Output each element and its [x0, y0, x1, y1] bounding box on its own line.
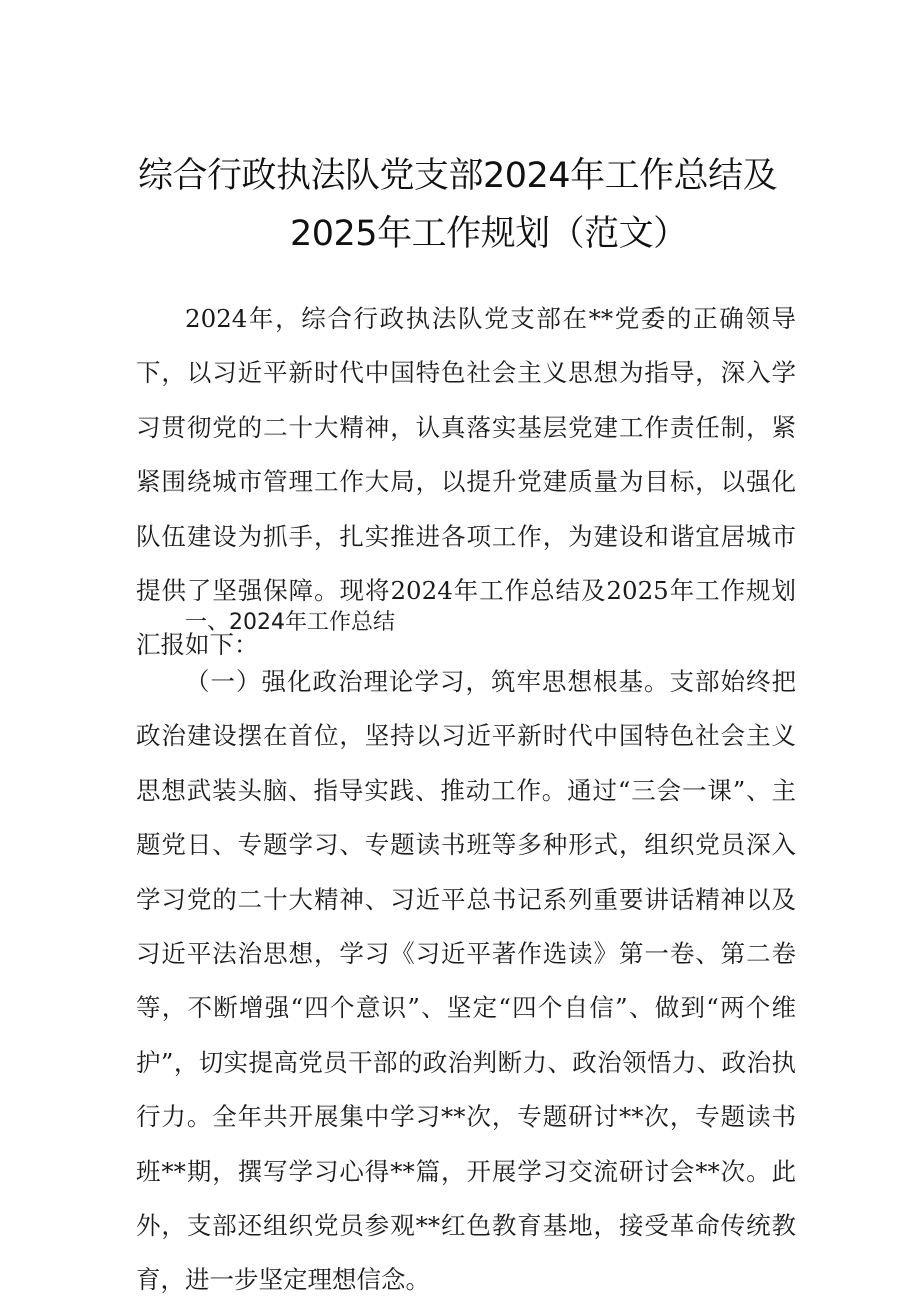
document-title-line-1: 综合行政执法队党支部2024年工作总结及 [138, 156, 778, 196]
intro-paragraph: 2024年，综合行政执法队党支部在**党委的正确领导下，以习近平新时代中国特色社会主义思想为指导，深入学习贯彻党的二十大精神，认真落实基层党建工作责任制，紧紧围绕城市管理工作大局，以提升党建质量为目标，以强化队伍建设为抓手，扎实推进各项工作，为建设和谐宜居城市提供了坚强保障。现将2024年工作总结及2025年工作规划汇报如下： [136, 304, 796, 660]
section-heading: 一、2024年工作总结 [185, 610, 395, 635]
document-title-line-2: 2025年工作规划（范文） [290, 214, 688, 254]
subsection-paragraph: （一）强化政治理论学习，筑牢思想根基。支部始终把政治建设摆在首位，坚持以习近平新时代中国特色社会主义思想武装头脑、指导实践、推动工作。通过“三会一课”、主题党日、专题学习、专题读书班等多种形式，组织党员深入学习党的二十大精神、习近平总书记系列重要讲话精神以及习近平法治思想，学习《习近平著作选读》第一卷、第二卷等，不断增强“四个意识”、坚定“四个自信”、做到“两个维护”，切实提高党员干部的政治判断力、政治领悟力、政治执行力。全年共开展集中学习**次，专题研讨**次，专题读书班**期，撰写学习心得**篇，开展学习交流研讨会**次。此外，支部还组织党员参观**红色教育基地，接受革命传统教育，进一步坚定理想信念。 [136, 667, 796, 1295]
